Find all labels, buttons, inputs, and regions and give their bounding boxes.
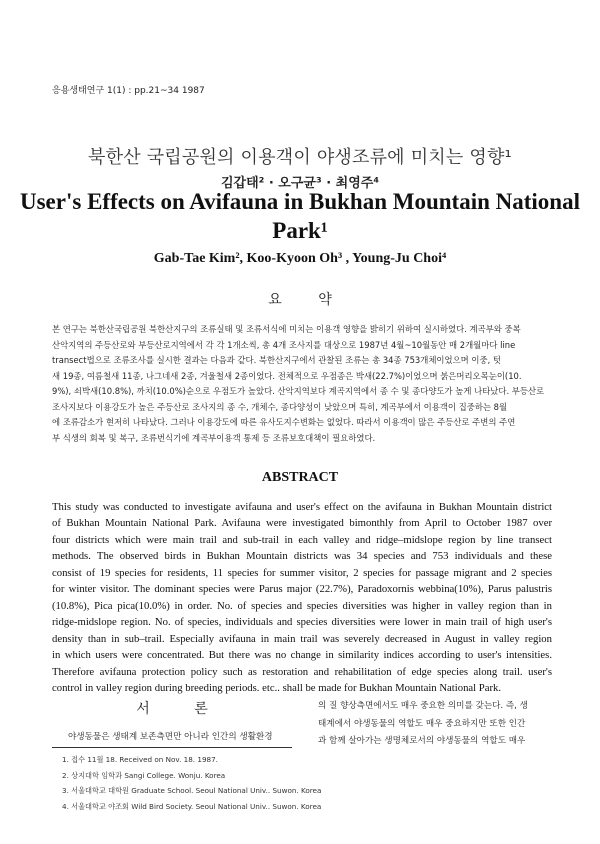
english-abstract-line: four districts which were main trail and sub-trail in each valley and ridge–midslope region by line transect (52, 533, 552, 546)
abstract-heading: ABSTRACT (261, 470, 339, 485)
english-abstract-line: consist of 19 species for residents, 11 species for summer visitor, 2 species for passage migrant and 2 species (52, 566, 552, 579)
footnote: 2. 상지대학 임학과 Sangi College. Wonju. Korea (62, 770, 226, 780)
introduction-left-text: 야생동물은 생태계 보존측면만 아니라 인간의 생활환경 (68, 732, 273, 742)
english-abstract-line: density than in sub–trail. Especially avifauna in main trail was severely decreased in August in valley region (52, 632, 552, 645)
english-abstract-line: Therefore avifauna protection policy such as restoration and rehabilitation of edge species along trail. user's (52, 665, 552, 678)
korean-abstract-line: transect법으로 조류조사를 실시한 결과는 다음과 같다. 북한산지구에서 관찰된 조류는 총 34종 753개체이었으며 이중, 텃 (52, 355, 502, 365)
korean-title: 북한산 국립공원의 이용객이 야생조류에 미치는 영향¹ (88, 147, 512, 168)
korean-abstract-line: 본 연구는 북한산국립공원 북한산지구의 조류실태 및 조류서식에 미치는 이용객 영향을 밝히기 위하여 실시하였다. 계곡부와 중복 (52, 324, 521, 334)
introduction-line: 태계에서 야생동물의 역할도 매우 중요하지만 또한 인간 (318, 718, 526, 729)
korean-abstract-heading: 요 약 (268, 292, 348, 308)
english-authors: Gab-Tae Kim², Koo-Kyoon Oh³ , Young-Ju Choi⁴ (153, 251, 447, 266)
english-abstract-line: of Bukhan Mountain National Park. Avifauna were investigated bimonthly from April to October 1987 over (52, 517, 552, 530)
english-title-line-1: User's Effects on Avifauna in Bukhan Mountain National (20, 189, 580, 214)
introduction-right-column (318, 698, 554, 751)
english-title-line-2: Park¹ (272, 218, 328, 243)
introduction-line: 의 질 향상측면에서도 매우 중요한 의미를 갖는다. 즉, 생 (318, 701, 528, 711)
english-abstract (52, 499, 552, 696)
korean-abstract-line: 에 조류감소가 현저히 나타났다. 그러나 이용강도에 따른 유사도지수변화는 없었다. 따라서 이용객이 많은 주등산로 주변의 주연 (52, 417, 516, 427)
english-abstract-line: for winter visitor. The dominant species were Parus major (22.7%), Paradoxornis webbina(10%), Parus palustris (52, 583, 552, 596)
english-abstract-line: (10.8%), Pica pica(10.0%) in order. No. of species and species diversities was higher in valley region than in (52, 599, 552, 612)
footnote: 4. 서울대학교 야조회 Wild Bird Society. Seoul National Univ.. Suwon. Korea (62, 801, 322, 811)
english-title (0, 187, 600, 245)
english-abstract-line: methods. The observed birds in Bukhan Mountain districts was 34 species and 753 individuals and these (52, 550, 552, 563)
footnotes (62, 752, 321, 814)
english-abstract-line: ridge-midslope region. No. of species, individuals and species diversities were lower in main trail of high user's (52, 616, 552, 629)
korean-abstract-line: 조사지보다 이용강도가 높은 주등산로 조사지의 종 수, 개체수, 종다양성이 낮았으며 특히, 계곡부에서 이용객이 집중하는 8월 (52, 401, 508, 412)
korean-abstract-line: 새 19종, 여름철새 11종, 나그네새 2종, 겨울철새 2종이었다. 전체적으로 우점종은 박새(22.7%)이었으며 붉은머리오목눈이(10. (52, 370, 522, 381)
english-abstract-line: This study was conducted to investigate avifauna and user's effect on the avifauna in Bukhan Mountain district (52, 501, 552, 513)
footnote: 1. 접수 11월 18. Received on Nov. 18. 1987. (62, 755, 218, 764)
journal-reference: 응용생태연구 1(1) : pp.21~34 1987 (52, 86, 205, 96)
english-abstract-line: in which users were concentrated. But there was no change in similarity indices according to user's intensities. (52, 649, 552, 662)
korean-abstract-line: 산악지역의 주등산로와 부등산로지역에서 각 각 1개소씩, 총 4개 조사지를 대상으로 1987년 4월~10월동안 매 2개월마다 line (52, 339, 516, 350)
korean-abstract-line: 9%), 쇠박새(10.8%), 까치(10.0%)순으로 우점도가 높았다. 산악지역보다 계곡지역에서 종 수 및 종다양도가 높게 나타났다. 부등산로 (52, 386, 545, 396)
introduction-heading: 서 론 (136, 701, 228, 717)
korean-abstract (52, 322, 552, 446)
footnote: 3. 서울대학교 대학원 Graduate School. Seoul National Univ.. Suwon. Korea (62, 786, 322, 795)
english-abstract-line: control in valley region during breeding periods. etc.. shall be made for Bukhan Mountain National Park. (52, 681, 502, 694)
introduction-line: 과 함께 살아가는 생명체로서의 야생동물의 역할도 매우 (318, 736, 526, 746)
korean-authors: 김갑태² · 오구균³ · 최영주⁴ (220, 176, 380, 191)
korean-abstract-line: 부 식생의 회복 및 복구, 조류번식기에 계곡부이용객 통제 등 조류보호대책이 필요하였다. (52, 432, 376, 443)
footnote-divider (52, 747, 292, 748)
